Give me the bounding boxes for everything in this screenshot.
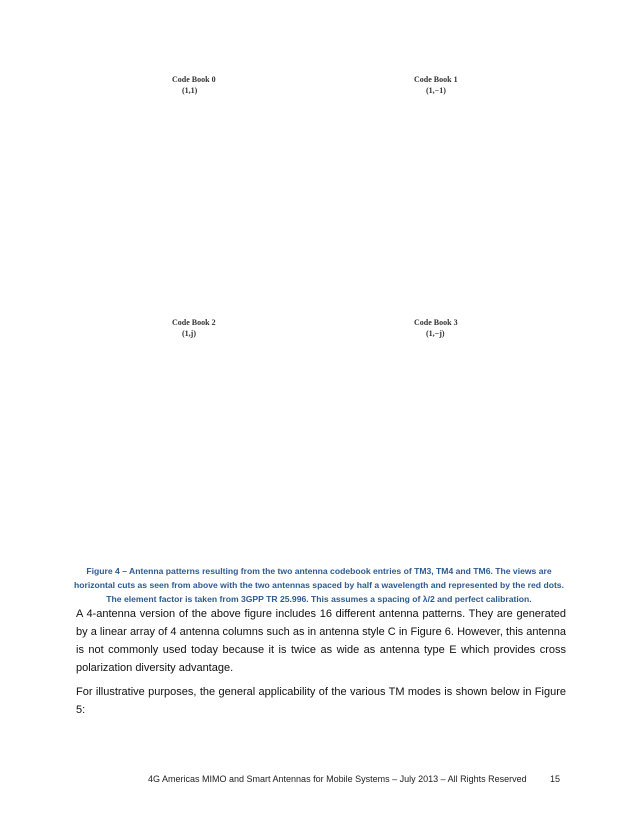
- plot-subtitle: (1,j): [182, 329, 196, 338]
- plot-subtitle: (1,1): [182, 86, 198, 95]
- polar-chart: [382, 99, 512, 369]
- body-paragraph-1: A 4-antenna version of the above figure includes 16 different antenna patterns. They are generated by a linear array of 4 antenna columns such as in antenna style C in Figure 6. However, this antenna is not commonly used today because it is twice as wide as antenna type E which provides cross polarization diversity advantage.: [76, 608, 566, 674]
- plot-subtitle: (1,−j): [426, 329, 445, 338]
- polar-chart: [142, 99, 272, 369]
- plot-title: Code Book 1: [414, 75, 458, 84]
- polar-chart: [142, 342, 272, 572]
- figure-caption: [64, 564, 574, 606]
- body-paragraph-2: For illustrative purposes, the general applicability of the various TM modes is shown below in Figure 5:: [76, 686, 566, 716]
- caption-line-3: The element factor is taken from 3GPP TR 25.996. This assumes a spacing of λ/2 and perfect calibration.: [106, 594, 532, 604]
- polar-chart: [382, 342, 512, 572]
- plot-title: Code Book 3: [414, 318, 458, 327]
- plot-title: Code Book 0: [172, 75, 216, 84]
- caption-line-1: Figure 4 – Antenna patterns resulting from the two antenna codebook entries of TM3, TM4 and TM6. The views are: [86, 566, 552, 576]
- plot-subtitle: (1,−1): [426, 86, 446, 95]
- page-number: 15: [550, 774, 561, 784]
- caption-line-2: horizontal cuts as seen from above with the two antennas spaced by half a wavelength and represented by the red dots.: [74, 580, 564, 590]
- page-footer: 4G Americas MIMO and Smart Antennas for Mobile Systems – July 2013 – All Rights Reserved: [148, 774, 527, 784]
- plot-title: Code Book 2: [172, 318, 216, 327]
